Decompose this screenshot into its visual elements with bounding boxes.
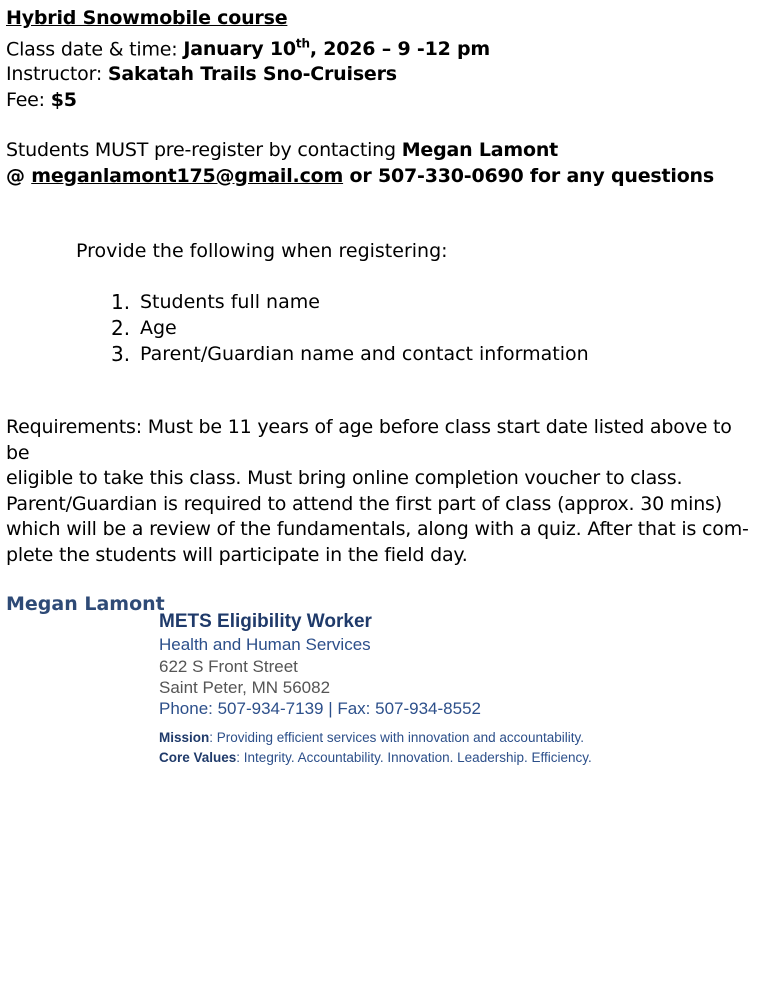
signature-name: Megan Lamont [6,593,165,616]
instructor-value: Sakatah Trails Sno-Cruisers [107,63,397,86]
signature-mission: Mission: Providing efficient services with innovation and accountability. [159,730,584,745]
instructor-line [6,62,762,88]
phone-text: or 507-330-0690 for any questions [343,164,714,187]
class-date-value: January 10th, 2026 – 9 -12 pm [183,36,491,60]
list-item: 1. Students full name [111,290,320,315]
course-title: Hybrid Snowmobile course [6,7,288,29]
fee-value: $5 [50,88,77,111]
list-item: 2. Age [111,316,177,341]
requirements-paragraph: Requirements: Must be 11 years of age before class start date listed above to be eligible to take this class. Must bring online completion voucher to class. Parent/Guardian is required to attend the first part of class (approx. 30 mins) which will be a review of the fundamentals, along with a quiz. After that is com- plete the students will participate in the field day. [6,416,749,566]
fee-label: Fee: [6,88,51,111]
instructor-label: Instructor: [6,63,108,86]
email-signature [159,609,759,767]
class-date-label: Class date & time: [6,37,184,60]
signature-street: 622 S Front Street [159,657,298,676]
signature-title: METS Eligibility Worker [159,611,372,632]
fee-line [6,88,762,114]
signature-city: Saint Peter, MN 56082 [159,678,331,697]
list-item: 3. Parent/Guardian name and contact information [111,342,589,367]
signature-phone: Phone: 507-934-7139 | Fax: 507-934-8552 [159,699,481,718]
signature-core-values: Core Values: Integrity. Accountability. Innovation. Leadership. Efficiency. [159,749,592,765]
email-link[interactable]: meganlamont175@gmail.com [31,164,344,187]
document [6,6,762,615]
class-date-line [6,32,762,63]
register-line: Students MUST pre-register by contacting Megan Lamont [6,139,559,162]
provide-intro: Provide the following when registering: [76,240,448,263]
signature-department: Health and Human Services [159,635,371,654]
contact-name: Megan Lamont [401,139,559,162]
registration-list [6,289,762,367]
contact-line: @ meganlamont175@gmail.com or 507-330-0690 for any questions [6,164,714,187]
